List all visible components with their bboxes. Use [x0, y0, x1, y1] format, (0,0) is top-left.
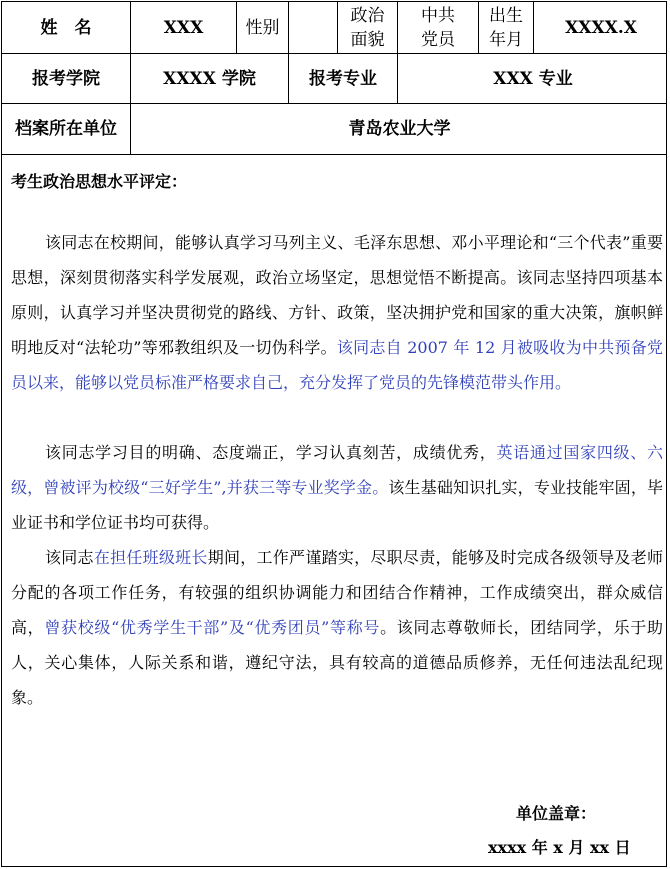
gender-value	[289, 2, 338, 53]
evaluation-heading: 考生政治思想水平评定：	[11, 172, 188, 191]
archive-unit-value: 青岛农业大学	[348, 119, 451, 139]
paragraph-study: 该同志学习目的明确、态度端正，学习认真刻苦，成绩优秀，英语通过国家四级、六级，曾被评为校级“三好学生”,并获三等专业奖学金。该生基础知识扎实，专业技能牢固，毕业证书和学位证书均可获得。	[11, 443, 663, 532]
political-status-label: 政治 面貌	[338, 2, 398, 53]
college-value: XXXX 学院	[131, 54, 289, 103]
political-status-value: 中共 党员	[398, 2, 479, 53]
major-value: XXX 专业	[493, 68, 573, 89]
row-archive-unit	[2, 104, 666, 155]
archive-unit-label: 档案所在单位	[2, 104, 131, 154]
college-label: 报考学院	[2, 54, 131, 103]
major-label: 报考专业	[289, 54, 398, 103]
birth-date-label: 出生 年月	[479, 2, 534, 53]
name-label: 姓 名	[2, 2, 131, 53]
gender-label: 性别	[237, 2, 289, 53]
row-personal-info	[2, 2, 666, 54]
row-application-info	[2, 54, 666, 104]
evaluation-section	[2, 155, 666, 866]
seal-label: 单位盖章：	[516, 804, 597, 823]
paragraph-political: 该同志在校期间，能够认真学习马列主义、毛泽东思想、邓小平理论和“三个代表”重要思想，深刻贯彻落实科学发展观，政治立场坚定，思想觉悟不断提高。该同志坚持四项基本原则，认真学习并坚决贯彻党的路线、方针、政策，坚决拥护党和国家的重大决策，旗帜鲜明地反对“法轮功”等邪教组织及一切伪科学。该同志自 2007 年 12 月被吸收为中共预备党员以来，能够以党员标准严格要求自己，充分发挥了党员的先锋模范带头作用。	[11, 233, 663, 392]
paragraph-work: 该同志在担任班级班长期间，工作严谨踏实，尽职尽责，能够及时完成各级领导及老师分配的各项工作任务，有较强的组织协调能力和团结合作精神，工作成绩突出，群众威信高，曾获校级“优秀学生干部”及“优秀团员”等称号。该同志尊敬师长，团结同学，乐于助人，关心集体，人际关系和谐，遵纪守法，具有较高的道德品质修养，无任何违法乱纪现象。	[11, 548, 663, 707]
highlight-honors: 曾获校级“优秀学生干部”及“优秀团员”等称号	[44, 618, 381, 637]
highlight-party-membership: 该同志自 2007 年 12 月被吸收为中共预备党员以来，能够以党员标准严格要求自己，充分发挥了党员的先锋模范带头作用。	[11, 338, 663, 392]
highlight-class-monitor: 在担任班级班长	[93, 548, 208, 567]
highlight-awards: 英语通过国家四级、六级，曾被评为校级“三好学生”,并获三等专业奖学金。	[11, 443, 663, 497]
birth-date-value: XXXX.X	[565, 17, 637, 38]
form-table	[1, 1, 667, 867]
name-value: XXX	[131, 2, 237, 53]
date-text: xxxx 年 x 月 xx 日	[488, 838, 631, 857]
